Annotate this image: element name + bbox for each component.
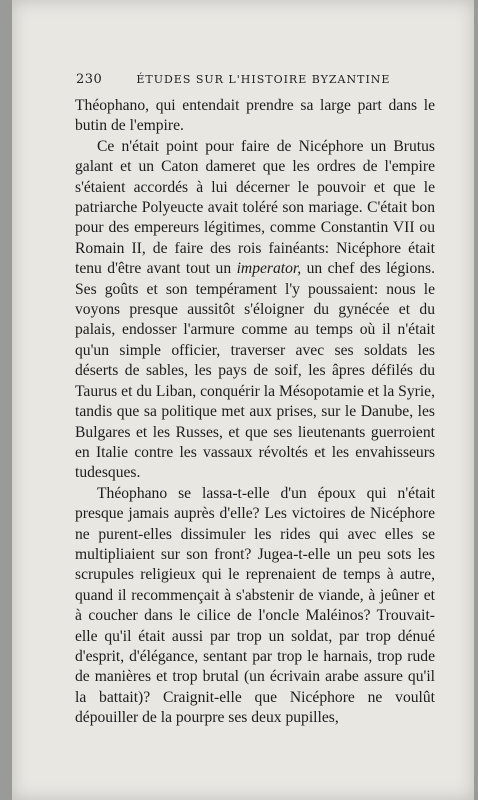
paragraph [75,137,435,484]
paragraph-text: Ce n'était point pour faire de Nicéphore un Brutus galant et un Caton dameret que les ordres de l'empire s'étaient accordés à lui décerner le pouvoir et que le patriarche Polyeucte avait toléré son mariage. C'était bon pour des empereurs légitimes, comme Constantin VII ou Romain II, de faire des rois fainéants: Nicéphore était tenu d'être avant tout un [75,137,435,278]
paragraph-text-continued: un chef des légions. Ses goûts et son tempérament l'y poussaient: nous le voyons presque aussitôt s'éloigner du gynécée et du palais, endosser l'armure comme au temps où il n'était qu'un simple officier, traverser avec ses soldats les déserts de sables, les pays de soif, les âpres défilés du Taurus et du Liban, conquérir la Mésopotamie et la Syrie, tandis que sa politique met aux prises, sur le Danube, les Bulgares et les Russes, et que ses lieutenants guerroient en Italie contre les vassaux révoltés et les envahisseurs tudesques. [75,260,436,482]
paragraph [75,484,435,729]
body-text [75,96,435,729]
paragraph-text: Théophano, qui entendait prendre sa large part dans le butin de l'empire. [75,97,435,135]
page-number: 230 [76,72,103,87]
paragraph [75,96,435,137]
page-header [76,72,430,87]
paragraph-text: Théophano se lassa-t-elle d'un époux qui n'était presque jamais auprès d'elle? Les victoires de Nicéphore ne purent-elles dissimuler les rides qui avec elles se multipliaient sur son front? Jugea-t-elle un peu sots les scrupules religieux qui le reprenaient de temps à autre, quand il recommençait à s'abstenir de viande, à jeûner et à coucher dans le cilice de l'oncle Maléinos? Trouvait-elle qu'il était aussi par trop un soldat, par trop dénué d'esprit, d'élégance, sentant par trop le harnais, trop rude de manières et trop brutal (un écrivain arabe assure qu'il la battait)? Craignit-elle que Nicéphore ne voulût dépouiller de la pourpre ses deux pupilles, [75,484,435,727]
book-page [12,0,474,800]
running-title: ÉTUDES SUR L'HISTOIRE BYZANTINE [136,73,391,86]
italic-term: imperator, [236,260,302,278]
